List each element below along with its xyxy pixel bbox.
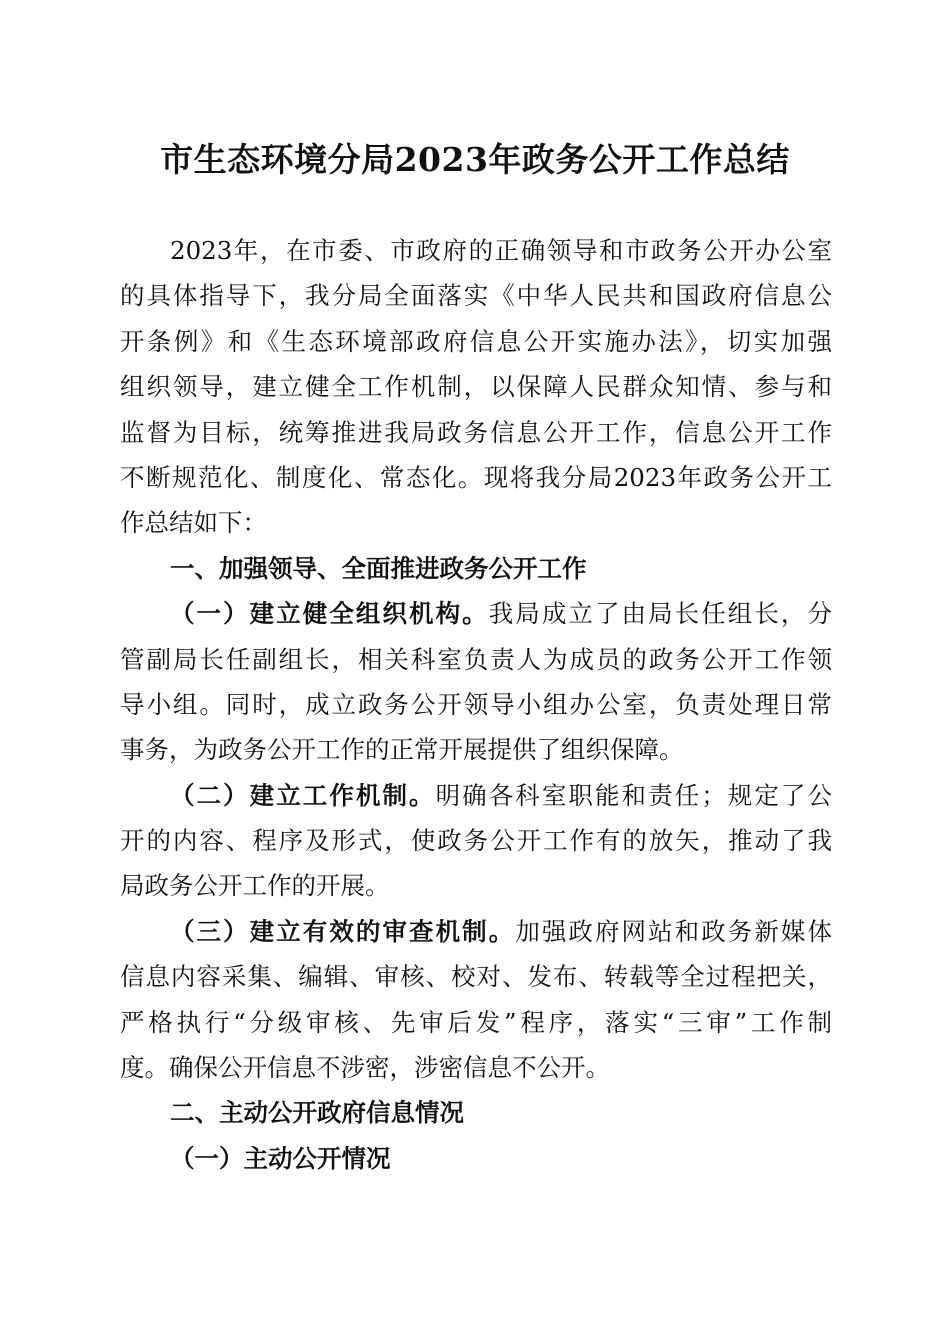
document-title: 市生态环境分局2023年政务公开工作总结: [160, 140, 790, 179]
subsection-heading: （一）主动公开情况: [170, 1143, 391, 1173]
subsection-2-line: [120, 773, 832, 818]
paragraph-line: 不断规范化、制度化、常态化。现将我分局2023年政务公开工: [120, 462, 832, 492]
paragraph-line: 局政务公开工作的开展。: [120, 871, 390, 901]
paragraph-text: 明确各科室职能和责任；规定了公: [435, 780, 832, 810]
section-heading-2: 二、主动公开政府信息情况: [170, 1098, 464, 1128]
subsection-heading: （一）建立健全组织机构。: [170, 599, 489, 629]
paragraph-line: 监督为目标，统筹推进我局政务信息公开工作，信息公开工作: [120, 417, 832, 447]
subsection-1-line: [120, 591, 832, 636]
paragraph-line: 管副局长任副组长，相关科室负责人为成员的政务公开工作领: [120, 644, 832, 674]
document-body: [120, 228, 832, 1181]
subsection-3-line: [120, 909, 832, 954]
paragraph-line: 开条例》和《生态环境部政府信息公开实施办法》，切实加强: [120, 326, 832, 356]
subsection-heading-4: [120, 1136, 832, 1181]
paragraph-text: 我局成立了由局长任组长，分: [488, 599, 832, 629]
subsection-heading: （二）建立工作机制。: [170, 780, 436, 810]
paragraph-line: 信息内容采集、编辑、审核、校对、发布、转载等全过程把关，: [120, 962, 832, 992]
paragraph-line: 事务，为政务公开工作的正常开展提供了组织保障。: [120, 735, 684, 765]
paragraph-line: 严格执行“分级审核、先审后发”程序，落实“三审”工作制: [120, 1007, 832, 1037]
paragraph-line: 导小组。同时，成立政务公开领导小组办公室，负责处理日常: [120, 689, 832, 719]
subsection-heading: （三）建立有效的审查机制。: [170, 916, 516, 946]
paragraph-text: 加强政府网站和政务新媒体: [515, 916, 832, 946]
paragraph-line: 组织领导，建立健全工作机制，以保障人民群众知情、参与和: [120, 372, 832, 402]
paragraph-line: 度。确保公开信息不涉密，涉密信息不公开。: [120, 1053, 610, 1083]
paragraph-line: 的具体指导下，我分局全面落实《中华人民共和国政府信息公: [120, 281, 832, 311]
section-heading-1: 一、加强领导、全面推进政务公开工作: [170, 553, 587, 583]
paragraph-line: 作总结如下：: [120, 508, 267, 538]
paragraph-line: 2023年，在市委、市政府的正确领导和市政务公开办公室: [170, 236, 832, 265]
paragraph-line: 开的内容、程序及形式，使政务公开工作有的放矢，推动了我: [120, 826, 832, 856]
